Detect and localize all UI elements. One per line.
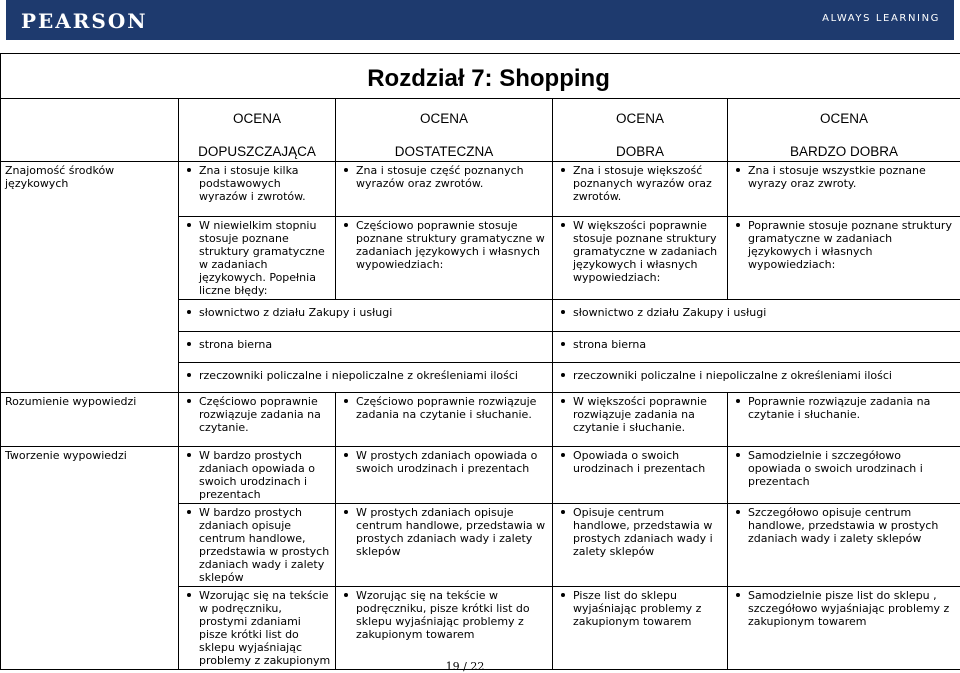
row-label-rozumienie: Rozumienie wypowiedzi [1,393,179,447]
cell-znajomosc-1-2: Zna i stosuje część poznanych wyrazów oraz zwrotów. [336,162,553,217]
cell-tworzenie-2-2: W prostych zdaniach opisuje centrum handlowe, przedstawia w prostych zdaniach wady i zalety sklepów [336,504,553,587]
cell-tworzenie-1-1: W bardzo prostych zdaniach opowiada o swoich urodzinach i prezentach [179,447,336,504]
header-grade-2: OCENA DOSTATECZNA [336,99,553,162]
cell-tworzenie-2-1: W bardzo prostych zdaniach opisuje centrum handlowe, przedstawia w prostych zdaniach wady i zalety sklepów [179,504,336,587]
cell-tworzenie-1-4: Samodzielnie i szczegółowo opowiada o swoich urodzinach i prezentach [728,447,960,504]
page-title: Rozdział 7: Shopping [1,54,960,99]
header-grade-4: OCENA BARDZO DOBRA [728,99,960,162]
header-grade-1: OCENA DOPUSZCZAJĄCA [179,99,336,162]
cell-tworzenie-1-3: Opowiada o swoich urodzinach i prezentach [553,447,728,504]
header-empty [1,99,179,162]
cell-znajomosc-2-3: W większości poprawnie stosuje poznane struktury gramatyczne w zadaniach językowych i własnych wypowiedziach: [553,217,728,300]
cell-rozumienie-1: Częściowo poprawnie rozwiązuje zadania na czytanie. [179,393,336,447]
cell-rozumienie-3: W większości poprawnie rozwiązuje zadania na czytanie i słuchanie. [553,393,728,447]
page-number: 19 / 22 [445,660,485,673]
row-label-znajomosc: Znajomość środków językowych [1,162,179,393]
cell-nouns-left: rzeczowniki policzalne i niepoliczalne z określeniami ilości [179,363,553,393]
cell-znajomosc-1-4: Zna i stosuje wszystkie poznane wyrazy oraz zwroty. [728,162,960,217]
header-grade-3: OCENA DOBRA [553,99,728,162]
cell-rozumienie-4: Poprawnie rozwiązuje zadania na czytanie i słuchanie. [728,393,960,447]
cell-nouns-right: rzeczowniki policzalne i niepoliczalne z określeniami ilości [553,363,960,393]
cell-vocab-right: słownictwo z działu Zakupy i usługi [553,300,960,332]
cell-passive-left: strona bierna [179,332,553,363]
cell-tworzenie-1-2: W prostych zdaniach opowiada o swoich urodzinach i prezentach [336,447,553,504]
brand-tagline: ALWAYS LEARNING [822,13,940,24]
cell-znajomosc-2-2: Częściowo poprawnie stosuje poznane struktury gramatyczne w zadaniach językowych i własnych wypowiedziach: [336,217,553,300]
grading-table [0,53,960,670]
cell-tworzenie-3-4: Samodzielnie pisze list do sklepu , szczegółowo wyjaśniając problemy z zakupionym towarem [728,587,960,670]
pearson-banner [6,0,954,40]
cell-tworzenie-3-2: Wzorując się na tekście w podręczniku, pisze krótki list do sklepu wyjaśniając problemy z zakupionym towarem [336,587,553,670]
cell-tworzenie-3-1: Wzorując się na tekście w podręczniku, prostymi zdaniami pisze krótki list do sklepu wyjaśniając problemy z zakupionym [179,587,336,670]
cell-vocab-left: słownictwo z działu Zakupy i usługi [179,300,553,332]
cell-znajomosc-2-4: Poprawnie stosuje poznane struktury gramatyczne w zadaniach językowych i własnych wypowiedziach: [728,217,960,300]
cell-znajomosc-2-1: W niewielkim stopniu stosuje poznane struktury gramatyczne w zadaniach językowych. Popełnia liczne błędy: [179,217,336,300]
brand-logo: PEARSON [21,9,148,33]
cell-rozumienie-2: Częściowo poprawnie rozwiązuje zadania na czytanie i słuchanie. [336,393,553,447]
cell-tworzenie-3-3: Pisze list do sklepu wyjaśniając problemy z zakupionym towarem [553,587,728,670]
cell-znajomosc-1-3: Zna i stosuje większość poznanych wyrazów oraz zwrotów. [553,162,728,217]
cell-passive-right: strona bierna [553,332,960,363]
cell-znajomosc-1-1: Zna i stosuje kilka podstawowych wyrazów i zwrotów. [179,162,336,217]
cell-tworzenie-2-3: Opisuje centrum handlowe, przedstawia w prostych zdaniach wady i zalety sklepów [553,504,728,587]
row-label-tworzenie: Tworzenie wypowiedzi [1,447,179,670]
cell-tworzenie-2-4: Szczegółowo opisuje centrum handlowe, przedstawia w prostych zdaniach wady i zalety sklepów [728,504,960,587]
